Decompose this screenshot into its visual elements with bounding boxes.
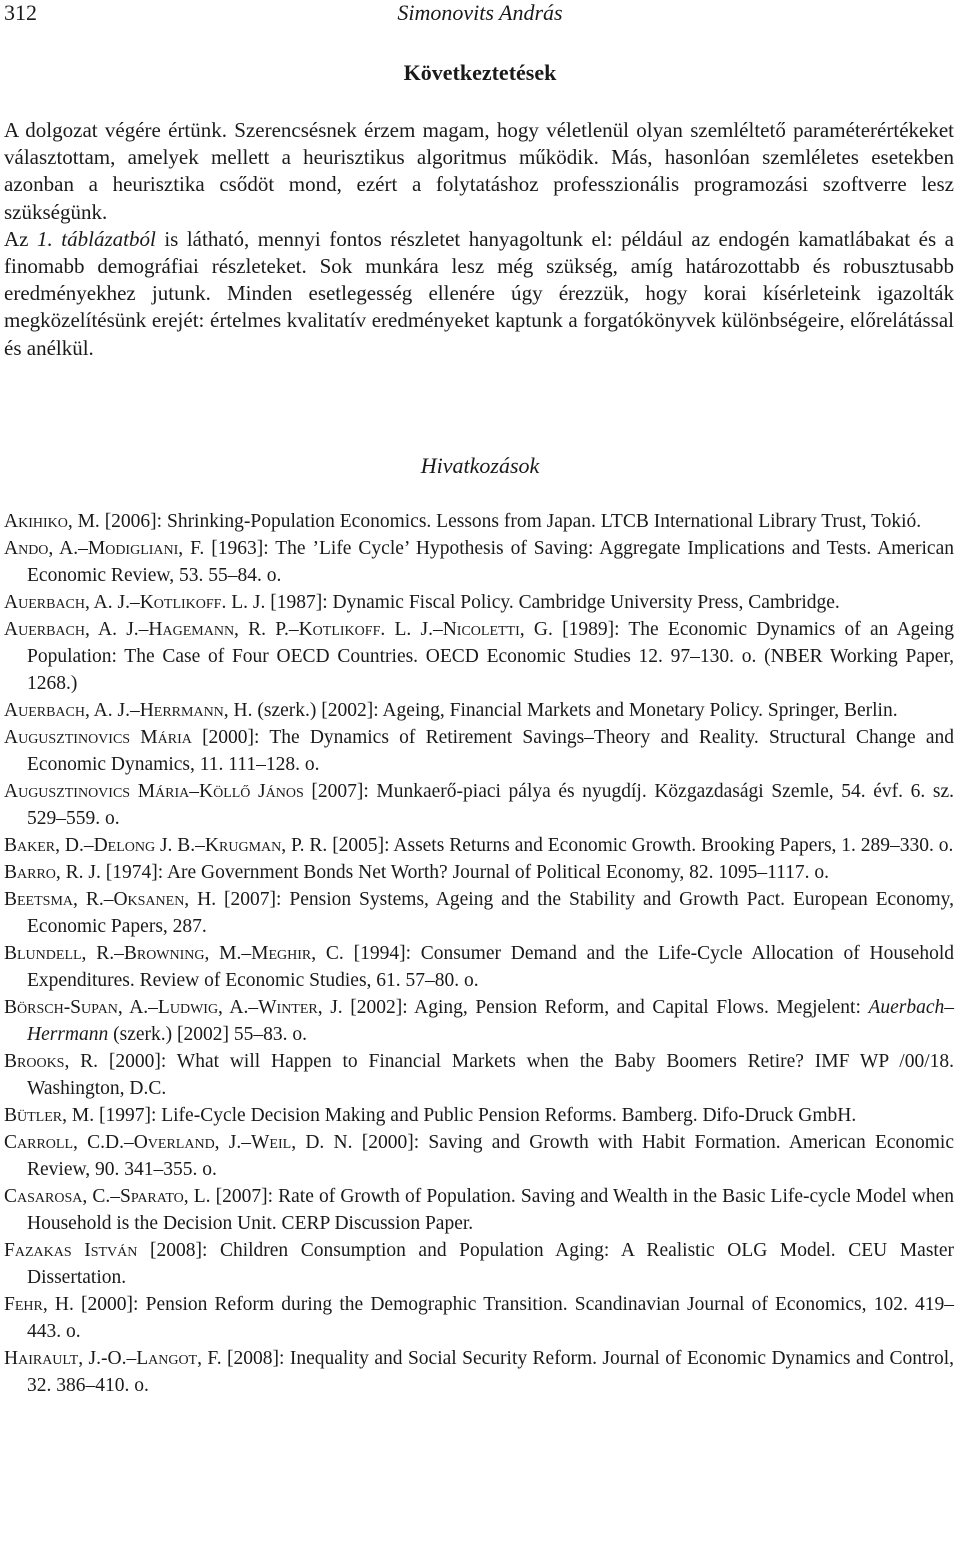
reference-entry <box>4 940 954 994</box>
reference-authors: Augusztinovics Mária–Köllő János <box>4 781 304 802</box>
reference-entry <box>4 832 954 859</box>
reference-entry <box>4 697 954 724</box>
reference-authors: Börsch-Supan, A.–Ludwig, A.–Winter, J. <box>4 997 343 1018</box>
reference-text: [1994]: Consumer Demand and the Life-Cycle Allocation of Household Expenditures. Review of Economic Studies, 61. 57–80. o. <box>27 943 954 991</box>
reference-text: [2000]: What will Happen to Financial Markets when the Baby Boomers Retire? IMF WP /00/18. Washington, D.C. <box>27 1051 954 1099</box>
table-reference: 1. táblázatból <box>37 226 156 251</box>
reference-text: (szerk.) [2002] 55–83. o. <box>108 1024 307 1045</box>
reference-authors: Auerbach, A. J.–Kotlikoff. L. J. <box>4 592 266 613</box>
reference-text: [2007]: Munkaerő-piaci pálya és nyugdíj. Közgazdasági Szemle, 54. évf. 6. sz. 529–559. o. <box>27 781 954 829</box>
reference-authors: Barro, R. J. <box>4 862 101 883</box>
reference-text: (szerk.) [2002]: Ageing, Financial Markets and Monetary Policy. Springer, Berlin. <box>252 700 898 721</box>
reference-entry <box>4 1183 954 1237</box>
reference-authors: Akihiko, M. <box>4 511 100 532</box>
reference-entry <box>4 886 954 940</box>
conclusions-body <box>4 117 954 362</box>
reference-text: [2007]: Pension Systems, Ageing and the Stability and Growth Pact. European Economy, Economic Papers, 287. <box>27 889 954 937</box>
running-head-author: Simonovits András <box>397 0 563 25</box>
reference-entry <box>4 1129 954 1183</box>
reference-authors: Hairault, J.-O.–Langot, F. <box>4 1348 222 1369</box>
reference-entry <box>4 535 954 589</box>
reference-entry <box>4 1048 954 1102</box>
reference-text: [1987]: Dynamic Fiscal Policy. Cambridge University Press, Cambridge. <box>265 592 840 613</box>
reference-list <box>4 508 954 1399</box>
reference-authors: Auerbach, A. J.–Herrmann, H. <box>4 700 253 721</box>
reference-authors: Beetsma, R.–Oksanen, H. <box>4 889 217 910</box>
paragraph-text: Az <box>4 226 38 251</box>
reference-authors: Ando, A.–Modigliani, F. <box>4 538 205 559</box>
reference-text: [1997]: Life-Cycle Decision Making and Public Pension Reforms. Bamberg. Difo-Druck GmbH. <box>94 1105 857 1126</box>
paragraph-text: is látható, mennyi fontos részletet hanyagoltunk el: például az endogén kamatlábakat és a finomabb demográfiai részleteket. Sok munkára lesz még szükség, amíg határozottabb és robusztusabb eredményekhez jutunk. Minden esetlegesség ellenére úgy érezzük, hogy korai kísérleteink igazolták megközelítésünk erejét: értelmes kvalitatív eredményeket kaptunk a forgatókönyvek különbségeire, előrelátással és anélkül. <box>4 226 954 360</box>
reference-entry <box>4 1237 954 1291</box>
reference-text: [1989]: The Economic Dynamics of an Ageing Population: The Case of Four OECD Countries. OECD Economic Studies 12. 97–130. o. (NBER Working Paper, 1268.) <box>27 619 954 694</box>
reference-entry <box>4 1102 954 1129</box>
running-head <box>4 0 956 28</box>
reference-authors: Carroll, C.D.–Overland, J.–Weil, D. N. <box>4 1132 353 1153</box>
reference-authors: Baker, D.–Delong J. B.–Krugman, P. R. <box>4 835 328 856</box>
reference-entry <box>4 589 954 616</box>
reference-text: [2008]: Children Consumption and Population Aging: A Realistic OLG Model. CEU Master Dissertation. <box>27 1240 954 1288</box>
section-title-references: Hivatkozások <box>420 453 540 478</box>
reference-entry <box>4 508 954 535</box>
reference-entry <box>4 859 954 886</box>
reference-text: [2000]: Saving and Growth with Habit Formation. American Economic Review, 90. 341–355. o. <box>27 1132 954 1180</box>
reference-entry <box>4 1345 954 1399</box>
reference-entry <box>4 616 954 697</box>
reference-authors: Casarosa, C.–Sparato, L. <box>4 1186 211 1207</box>
reference-text: [1974]: Are Government Bonds Net Worth? Journal of Political Economy, 82. 1095–1117. o. <box>100 862 830 883</box>
reference-entry <box>4 1291 954 1345</box>
section-title-conclusions: Következtetések <box>403 60 557 85</box>
reference-authors: Fazakas István <box>4 1240 138 1261</box>
reference-authors: Blundell, R.–Browning, M.–Meghir, C. <box>4 943 344 964</box>
reference-authors: Augusztinovics Mária <box>4 727 192 748</box>
reference-entry <box>4 724 954 778</box>
reference-text: [2000]: Pension Reform during the Demographic Transition. Scandinavian Journal of Economics, 102. 419–443. o. <box>27 1294 954 1342</box>
reference-entry <box>4 778 954 832</box>
paragraph <box>4 226 954 362</box>
reference-text: [2006]: Shrinking-Population Economics. Lessons from Japan. LTCB International Library Trust, Tokió. <box>99 511 922 532</box>
reference-text: [2008]: Inequality and Social Security Reform. Journal of Economic Dynamics and Control, 32. 386–410. o. <box>27 1348 955 1396</box>
paragraph: A dolgozat végére értünk. Szerencsésnek érzem magam, hogy véletlenül olyan szemléltető paraméterértékeket választottam, amelyek mellett a heurisztikus algoritmus működik. Más, hasonlóan szemléletes esetekben azonban a heurisztika csődöt mond, ezért a folytatáshoz professzionális programozási szoftverre lesz szükségünk. <box>4 118 954 224</box>
reference-text: [1963]: The ’Life Cycle’ Hypothesis of Saving: Aggregate Implications and Tests. American Economic Review, 53. 55–84. o. <box>27 538 954 586</box>
reference-cited-authors: Auerbach–Herrmann <box>27 997 954 1045</box>
reference-text: [2005]: Assets Returns and Economic Growth. Brooking Papers, 1. 289–330. o. <box>327 835 954 856</box>
reference-authors: Bütler, M. <box>4 1105 95 1126</box>
reference-authors: Fehr, H. <box>4 1294 74 1315</box>
reference-text: [2002]: Aging, Pension Reform, and Capital Flows. Megjelent: <box>342 997 869 1018</box>
reference-authors: Auerbach, A. J.–Hagemann, R. P.–Kotlikoff. L. J.–Nicoletti, G. <box>4 619 553 640</box>
page-number: 312 <box>4 0 37 25</box>
reference-authors: Brooks, R. <box>4 1051 99 1072</box>
reference-text: [2007]: Rate of Growth of Population. Saving and Wealth in the Basic Life-cycle Model when Household is the Decision Unit. CERP Discussion Paper. <box>27 1186 954 1234</box>
reference-entry <box>4 994 954 1048</box>
reference-text: [2000]: The Dynamics of Retirement Savings–Theory and Reality. Structural Change and Economic Dynamics, 11. 111–128. o. <box>27 727 954 775</box>
